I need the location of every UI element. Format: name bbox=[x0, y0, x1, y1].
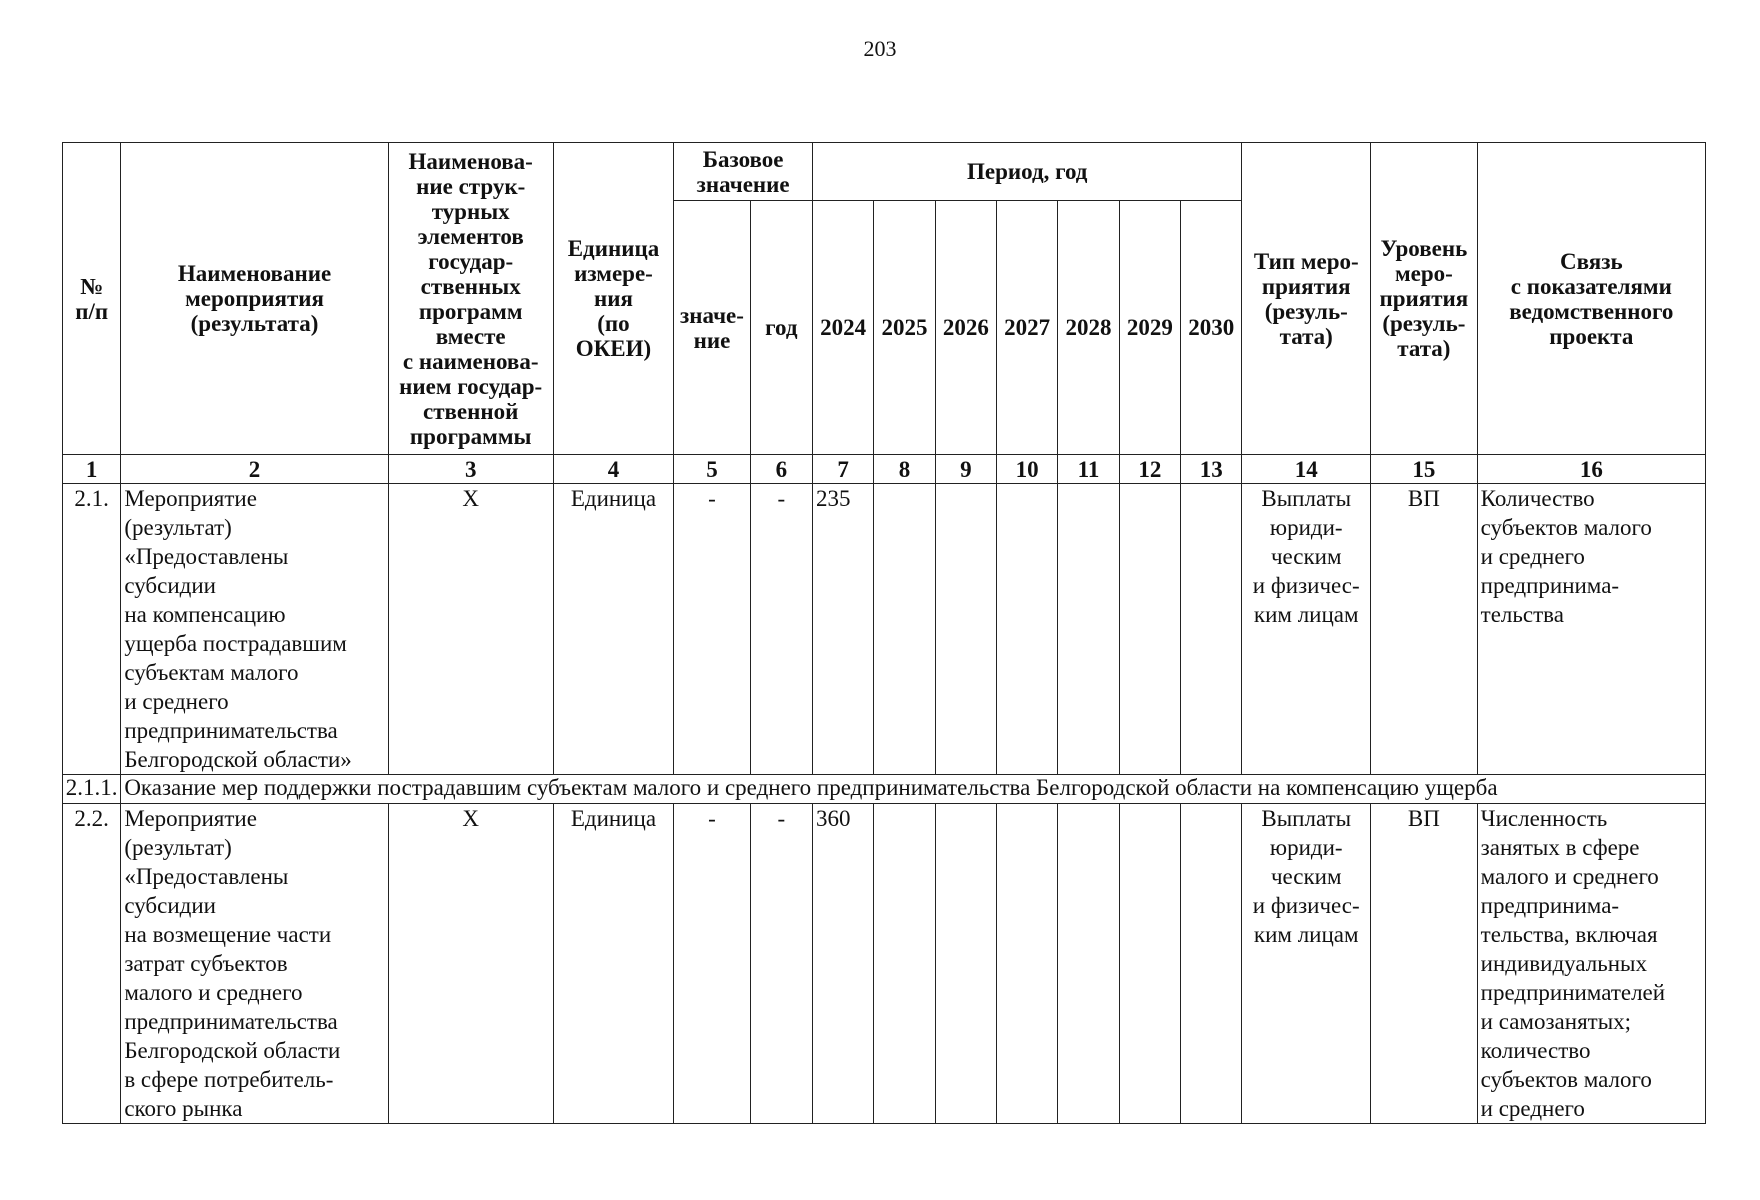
unit: Единица bbox=[553, 804, 674, 1124]
value-2024: 235 bbox=[813, 484, 874, 775]
measure-type: Выплаты юриди- ческим и физичес- ким лицам bbox=[1242, 804, 1371, 1124]
measure-type: Выплаты юриди- ческим и физичес- ким лицам bbox=[1242, 484, 1371, 775]
value-2028 bbox=[1058, 484, 1119, 775]
header-period: Период, год bbox=[813, 143, 1242, 201]
value-2029 bbox=[1119, 484, 1180, 775]
header-unit: Единица измере- ния (по ОКЕИ) bbox=[553, 143, 674, 455]
row-number: 2.1.1. bbox=[63, 775, 121, 804]
base-value: - bbox=[674, 484, 750, 775]
table-row bbox=[63, 484, 1706, 775]
column-number: 12 bbox=[1119, 455, 1180, 484]
value-2027 bbox=[997, 804, 1058, 1124]
value-2028 bbox=[1058, 804, 1119, 1124]
column-number: 1 bbox=[63, 455, 121, 484]
value-2030 bbox=[1180, 804, 1241, 1124]
indicator-link: Численность занятых в сфере малого и среднего предпринима- тельства, включая индивидуальных предпринимателей и самозанятых; количество субъектов малого и среднего bbox=[1477, 804, 1705, 1124]
base-value: - bbox=[674, 804, 750, 1124]
column-number: 9 bbox=[935, 455, 996, 484]
header-year-2027: 2027 bbox=[997, 201, 1058, 455]
column-number: 13 bbox=[1180, 455, 1241, 484]
header-base-value-value: значе- ние bbox=[674, 201, 750, 455]
column-number: 16 bbox=[1477, 455, 1705, 484]
column-number: 11 bbox=[1058, 455, 1119, 484]
measure-level: ВП bbox=[1371, 804, 1478, 1124]
header-structural-elements: Наименова- ние струк- турных элементов государ- ственных программ вместе с наименова- нием государ- ственной программы bbox=[388, 143, 553, 455]
header-year-2024: 2024 bbox=[813, 201, 874, 455]
header-year-2028: 2028 bbox=[1058, 201, 1119, 455]
column-number: 8 bbox=[874, 455, 935, 484]
header-year-2030: 2030 bbox=[1180, 201, 1241, 455]
column-number: 2 bbox=[121, 455, 388, 484]
value-2025 bbox=[874, 484, 935, 775]
page-number: 203 bbox=[863, 36, 897, 61]
value-2024: 360 bbox=[813, 804, 874, 1124]
structural-element: Х bbox=[388, 484, 553, 775]
measures-table bbox=[62, 142, 1706, 1124]
header-measure-type: Тип меро- приятия (резуль- тата) bbox=[1242, 143, 1371, 455]
value-2025 bbox=[874, 804, 935, 1124]
table-row bbox=[63, 804, 1706, 1124]
header-base-value: Базовое значение bbox=[674, 143, 813, 201]
base-year: - bbox=[750, 804, 812, 1124]
table-row bbox=[63, 775, 1706, 804]
column-number: 14 bbox=[1242, 455, 1371, 484]
value-2027 bbox=[997, 484, 1058, 775]
value-2029 bbox=[1119, 804, 1180, 1124]
measure-level: ВП bbox=[1371, 484, 1478, 775]
value-2026 bbox=[935, 484, 996, 775]
column-number: 7 bbox=[813, 455, 874, 484]
header-number: № п/п bbox=[63, 143, 121, 455]
value-2026 bbox=[935, 804, 996, 1124]
row-number: 2.2. bbox=[63, 804, 121, 1124]
header-base-value-year: год bbox=[750, 201, 812, 455]
indicator-link: Количество субъектов малого и среднего предпринима- тельства bbox=[1477, 484, 1705, 775]
value-2030 bbox=[1180, 484, 1241, 775]
row-number: 2.1. bbox=[63, 484, 121, 775]
header-year-2029: 2029 bbox=[1119, 201, 1180, 455]
header-year-2025: 2025 bbox=[874, 201, 935, 455]
column-number: 10 bbox=[997, 455, 1058, 484]
measure-name: Мероприятие (результат) «Предоставлены субсидии на возмещение части затрат субъектов малого и среднего предпринимательства Белгородской области в сфере потребитель- ского рынка bbox=[121, 804, 388, 1124]
header-year-2026: 2026 bbox=[935, 201, 996, 455]
header-measure-level: Уровень меро- приятия (резуль- тата) bbox=[1371, 143, 1478, 455]
column-number: 15 bbox=[1371, 455, 1478, 484]
base-year: - bbox=[750, 484, 812, 775]
measure-name: Мероприятие (результат) «Предоставлены субсидии на компенсацию ущерба пострадавшим субъектам малого и среднего предпринимательства Белгородской области» bbox=[121, 484, 388, 775]
header-measure-name: Наименование мероприятия (результата) bbox=[121, 143, 388, 455]
column-number-row bbox=[63, 455, 1706, 484]
column-number: 5 bbox=[674, 455, 750, 484]
task-description: Оказание мер поддержки пострадавшим субъектам малого и среднего предпринимательства Белгородской области на компенсацию ущерба bbox=[121, 775, 1706, 804]
structural-element: Х bbox=[388, 804, 553, 1124]
column-number: 6 bbox=[750, 455, 812, 484]
header-indicator-link: Связь с показателями ведомственного проекта bbox=[1477, 143, 1705, 455]
column-number: 3 bbox=[388, 455, 553, 484]
column-number: 4 bbox=[553, 455, 674, 484]
unit: Единица bbox=[553, 484, 674, 775]
